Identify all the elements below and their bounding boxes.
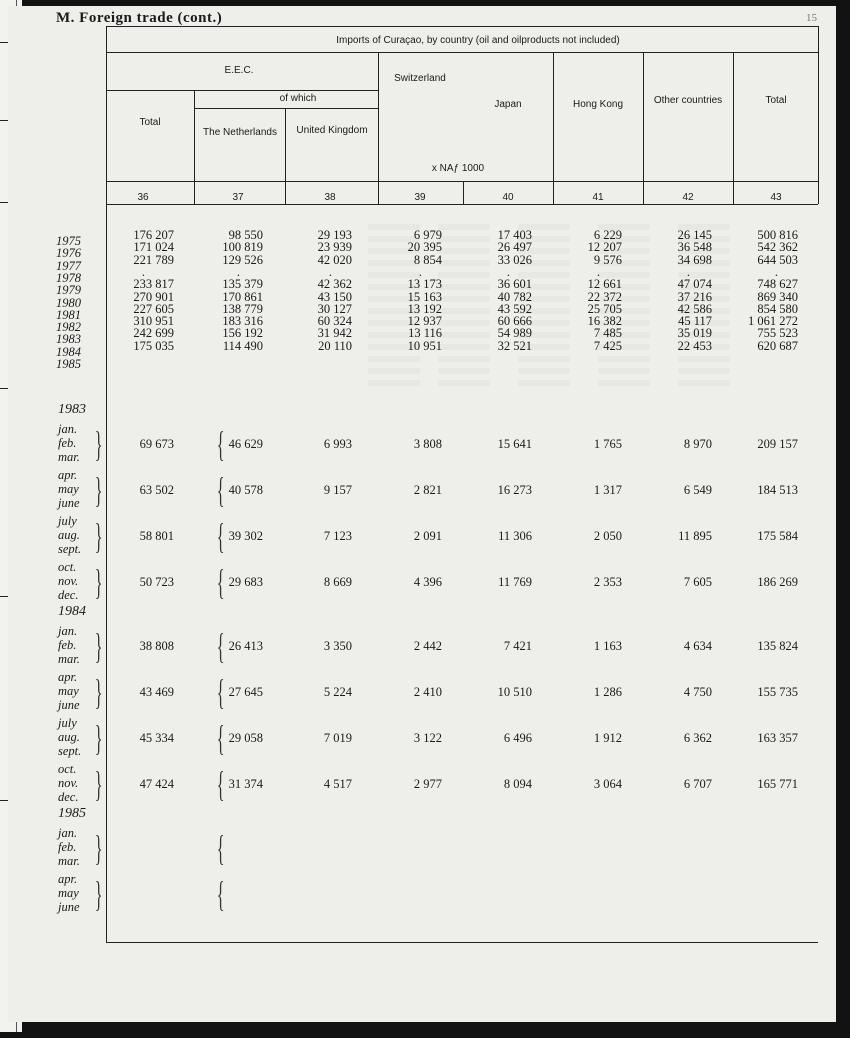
table-cell: 310 951 — [133, 314, 174, 329]
year-label: 1978 — [56, 270, 81, 285]
month-label: may — [58, 482, 79, 496]
month-label: may — [58, 684, 79, 698]
table-cell: 27 645 — [228, 685, 263, 699]
table-cell: 9 157 — [323, 483, 352, 497]
table-cell: 63 502 — [139, 483, 174, 497]
bleed-through-mark — [438, 260, 490, 266]
table-cell: 209 157 — [757, 437, 798, 451]
column-number: 41 — [592, 192, 604, 203]
table-cell: 8 854 — [413, 252, 442, 267]
month-label: feb. — [58, 638, 77, 652]
column-number: 36 — [137, 192, 149, 203]
column-number: 40 — [502, 192, 514, 203]
month-label: dec. — [58, 790, 79, 804]
table-cell: 175 584 — [757, 529, 798, 543]
table-cell: 58 801 — [139, 529, 174, 543]
quarter-brace: { — [216, 516, 225, 556]
table-cell: 227 605 — [133, 301, 174, 316]
table-cell: . — [686, 264, 690, 279]
table-cell: 135 379 — [222, 277, 263, 292]
table-cell: 42 586 — [677, 301, 712, 316]
table-cell: . — [774, 264, 778, 279]
table-cell: 50 723 — [139, 575, 174, 589]
table-cell: 1 061 272 — [748, 314, 798, 329]
table-cell: 1 765 — [593, 437, 622, 451]
month-label: july — [58, 514, 77, 528]
month-label: oct. — [58, 762, 77, 776]
bleed-through-mark — [368, 356, 420, 362]
column-number: 37 — [232, 192, 244, 203]
quarter-brace: } — [94, 672, 103, 712]
table-cell: 4 517 — [323, 777, 352, 791]
table-cell: 6 229 — [593, 228, 622, 242]
col-header-other-countries: Other countries — [653, 95, 723, 106]
table-cell: 12 207 — [587, 240, 622, 255]
month-label: sept. — [58, 744, 82, 758]
table-cell: 3 808 — [413, 437, 442, 451]
table-cell: 13 116 — [408, 326, 442, 341]
table-cell: 2 410 — [413, 685, 442, 699]
table-cell: 270 901 — [133, 289, 174, 304]
table-cell: 3 350 — [323, 639, 352, 653]
table-cell: 22 372 — [587, 289, 622, 304]
table-cell: 3 064 — [593, 777, 622, 791]
table-cell: 6 496 — [503, 731, 532, 745]
bleed-through-mark — [368, 260, 420, 266]
table-cell: 183 316 — [222, 314, 263, 329]
year-label: 1985 — [56, 357, 81, 371]
quarter-brace: } — [94, 764, 103, 804]
table-cell: 8 094 — [503, 777, 532, 791]
month-label: oct. — [58, 560, 77, 574]
table-cell: 12 661 — [587, 277, 622, 292]
table-cell: 4 634 — [683, 639, 712, 653]
month-label: jan. — [58, 624, 78, 638]
table-cell: 10 951 — [407, 338, 442, 353]
year-label: 1976 — [56, 246, 81, 261]
quarter-brace: { — [216, 828, 225, 868]
quarter-brace: } — [94, 424, 103, 464]
column-number: 43 — [770, 192, 782, 203]
bleed-through-mark — [438, 356, 490, 362]
table-cell: 644 503 — [757, 252, 798, 267]
table-cell: 45 117 — [678, 314, 712, 329]
table-cell: 4 750 — [683, 685, 712, 699]
table-cell: 165 771 — [757, 777, 798, 791]
table-cell: 6 979 — [413, 228, 442, 242]
month-label: feb. — [58, 840, 77, 854]
table-cell: 17 403 — [497, 228, 532, 242]
table-cell: 40 578 — [228, 483, 263, 497]
month-label: aug. — [58, 730, 80, 744]
page-title: M. Foreign trade (cont.) — [56, 10, 223, 26]
table-cell: 2 442 — [413, 639, 442, 653]
bleed-through-mark — [438, 368, 490, 374]
table-cell: 8 970 — [683, 437, 712, 451]
bleed-through-mark — [598, 356, 650, 362]
month-label: aug. — [58, 528, 80, 542]
table-cell: 10 510 — [497, 685, 532, 699]
table-cell: 156 192 — [222, 326, 263, 341]
month-label: june — [58, 496, 80, 510]
eec-header: E.E.C. — [224, 65, 254, 76]
table-cell: 869 340 — [757, 289, 798, 304]
month-label: nov. — [58, 574, 79, 588]
table-cell: . — [328, 264, 332, 279]
month-label: mar. — [58, 652, 80, 666]
table-cell: 620 687 — [757, 338, 798, 353]
section-year: 1984 — [58, 604, 86, 619]
table-cell: 38 808 — [139, 639, 174, 653]
month-label: jan. — [58, 422, 78, 436]
table-cell: 20 110 — [318, 338, 352, 353]
table-cell: 135 824 — [757, 639, 798, 653]
bleed-through-mark — [438, 296, 490, 302]
table-cell: 11 769 — [498, 575, 532, 589]
quarter-brace: } — [94, 874, 103, 914]
table-cell: 42 362 — [317, 277, 352, 292]
table-cell: 47 424 — [139, 777, 174, 791]
table-cell: 16 382 — [587, 314, 622, 329]
table-cell: 170 861 — [222, 289, 263, 304]
section-year: 1983 — [58, 402, 86, 417]
table-cell: 2 050 — [593, 529, 622, 543]
table-cell: 7 123 — [323, 529, 352, 543]
bleed-through-mark — [438, 344, 490, 350]
table-cell: 1 286 — [593, 685, 622, 699]
year-label: 1980 — [56, 295, 81, 310]
month-label: june — [58, 900, 80, 914]
table-cell: 11 895 — [678, 529, 712, 543]
table-cell: 7 485 — [593, 326, 622, 341]
table-cell: 46 629 — [228, 437, 263, 451]
table-cell: . — [418, 264, 422, 279]
month-label: mar. — [58, 450, 80, 464]
unit-label: x NAƒ 1000 — [431, 163, 485, 174]
table-cell: 26 497 — [497, 240, 532, 255]
quarter-brace: { — [216, 874, 225, 914]
month-label: dec. — [58, 588, 79, 602]
table-cell: 26 413 — [228, 639, 263, 653]
table-cell: 163 357 — [757, 731, 798, 745]
month-label: apr. — [58, 872, 78, 886]
table-cell: . — [236, 264, 240, 279]
table-cell: 1 163 — [593, 639, 622, 653]
table-cell: 138 779 — [222, 301, 263, 316]
table-cell: 36 548 — [677, 240, 712, 255]
table-cell: 15 163 — [407, 289, 442, 304]
table-cell: 755 523 — [757, 326, 798, 341]
table-cell: 32 521 — [497, 338, 532, 353]
quarter-brace: } — [94, 516, 103, 556]
bleed-through-mark — [518, 380, 570, 386]
table-cell: 3 122 — [413, 731, 442, 745]
table-cell: 6 707 — [683, 777, 712, 791]
month-label: july — [58, 716, 77, 730]
table-cell: 30 127 — [317, 301, 352, 316]
table-cell: 43 592 — [497, 301, 532, 316]
table-cell: 43 469 — [139, 685, 174, 699]
quarter-brace: { — [216, 626, 225, 666]
table-cell: 13 192 — [407, 301, 442, 316]
col-header-total-eec: Total — [139, 117, 161, 128]
table-cell: 25 705 — [587, 301, 622, 316]
month-label: mar. — [58, 854, 80, 868]
column-number: 39 — [414, 192, 426, 203]
table-cell: 98 550 — [228, 228, 263, 242]
table-cell: 242 699 — [133, 326, 174, 341]
bleed-through-mark — [518, 368, 570, 374]
table-cell: 4 396 — [413, 575, 442, 589]
bleed-through-mark — [438, 272, 490, 278]
table-cell: 6 993 — [323, 437, 352, 451]
table-cell: 184 513 — [757, 483, 798, 497]
table-cell: 2 091 — [413, 529, 442, 543]
table-cell: 31 942 — [317, 326, 352, 341]
bleed-through-mark — [438, 332, 490, 338]
table-cell: 23 939 — [317, 240, 352, 255]
table-cell: 15 641 — [497, 437, 532, 451]
bleed-through-mark — [438, 308, 490, 314]
document-page — [8, 6, 836, 1022]
table-cell: 7 605 — [683, 575, 712, 589]
table-cell: 20 395 — [407, 240, 442, 255]
bleed-through-mark — [438, 236, 490, 242]
bleed-through-mark — [438, 320, 490, 326]
month-label: june — [58, 698, 80, 712]
table-cell: 176 207 — [133, 228, 174, 242]
month-label: apr. — [58, 468, 78, 482]
table-cell: 2 977 — [413, 777, 442, 791]
bleed-through-mark — [438, 224, 490, 230]
table-cell: 7 425 — [593, 338, 622, 353]
table-cell: 16 273 — [497, 483, 532, 497]
table-cell: 60 666 — [497, 314, 532, 329]
col-header-switzerland: Switzerland — [394, 73, 446, 84]
table-cell: 29 683 — [228, 575, 263, 589]
table-cell: 186 269 — [757, 575, 798, 589]
table-cell: 100 819 — [222, 240, 263, 255]
quarter-brace: } — [94, 470, 103, 510]
table-cell: 1 317 — [593, 483, 622, 497]
table-cell: 7 019 — [323, 731, 352, 745]
table-cell: 31 374 — [228, 777, 263, 791]
of-which-header: of which — [279, 93, 317, 104]
month-label: nov. — [58, 776, 79, 790]
table-cell: 1 912 — [593, 731, 622, 745]
table-cell: 39 302 — [228, 529, 263, 543]
table-cell: 69 673 — [139, 437, 174, 451]
column-number: 38 — [324, 192, 336, 203]
quarter-brace: { — [216, 562, 225, 602]
month-label: feb. — [58, 436, 77, 450]
quarter-brace: { — [216, 424, 225, 464]
quarter-brace: { — [216, 764, 225, 804]
year-label: 1977 — [56, 258, 81, 273]
col-header-united-kingdom: United Kingdom — [296, 125, 368, 136]
year-label: 1984 — [56, 344, 81, 359]
table-cell: 155 735 — [757, 685, 798, 699]
table-cell: 36 601 — [497, 277, 532, 292]
table-cell: 37 216 — [677, 289, 712, 304]
bleed-through-mark — [368, 368, 420, 374]
table-cell: 40 782 — [497, 289, 532, 304]
table-cell: 854 580 — [757, 301, 798, 316]
quarter-brace: { — [216, 672, 225, 712]
column-number: 42 — [682, 192, 694, 203]
table-title: Imports of Curaçao, by country (oil and oilproducts not included) — [336, 35, 620, 46]
year-label: 1981 — [56, 307, 81, 322]
table-cell: . — [596, 264, 600, 279]
month-label: apr. — [58, 670, 78, 684]
table-cell: 43 150 — [317, 289, 352, 304]
col-header-total: Total — [765, 95, 787, 106]
table-cell: 175 035 — [133, 338, 174, 353]
table-cell: 47 074 — [677, 277, 712, 292]
bleed-through-mark — [518, 356, 570, 362]
year-label: 1979 — [56, 283, 81, 298]
month-label: jan. — [58, 826, 78, 840]
table-cell: 748 627 — [757, 277, 798, 292]
bleed-through-mark — [438, 380, 490, 386]
quarter-brace: } — [94, 828, 103, 868]
bleed-through-mark — [368, 380, 420, 386]
table-cell: 9 576 — [593, 252, 622, 267]
quarter-brace: { — [216, 470, 225, 510]
quarter-brace: } — [94, 626, 103, 666]
quarter-brace: } — [94, 718, 103, 758]
table-cell: 54 989 — [497, 326, 532, 341]
table-cell: 2 353 — [593, 575, 622, 589]
section-year: 1985 — [58, 806, 86, 821]
table-cell: 29 058 — [228, 731, 263, 745]
bleed-through-mark — [678, 380, 730, 386]
table-cell: 233 817 — [133, 277, 174, 292]
quarter-brace: { — [216, 718, 225, 758]
col-header-netherlands: The Netherlands — [203, 127, 277, 138]
table-cell: 6 549 — [683, 483, 712, 497]
month-label: may — [58, 886, 79, 900]
table-cell: 11 306 — [498, 529, 532, 543]
bleed-through-mark — [438, 248, 490, 254]
table-cell: 33 026 — [497, 252, 532, 267]
bleed-through-mark — [598, 380, 650, 386]
table-cell: 500 816 — [757, 228, 798, 242]
table-cell: 8 669 — [323, 575, 352, 589]
table-cell: 2 821 — [413, 483, 442, 497]
bleed-through-mark — [438, 284, 490, 290]
bleed-through-mark — [678, 368, 730, 374]
table-cell: 42 020 — [317, 252, 352, 267]
bleed-through-mark — [368, 224, 420, 230]
year-label: 1982 — [56, 320, 81, 335]
page-number: 15 — [806, 12, 817, 24]
table-cell: . — [141, 264, 145, 279]
table-cell: 129 526 — [222, 252, 263, 267]
table-cell: 60 324 — [317, 314, 352, 329]
table-cell: 5 224 — [323, 685, 352, 699]
col-header-japan: Japan — [494, 99, 522, 110]
table-cell: 171 024 — [133, 240, 174, 255]
quarter-brace: } — [94, 562, 103, 602]
col-header-hong-kong: Hong Kong — [572, 99, 624, 110]
table-cell: 26 145 — [677, 228, 712, 242]
table-cell: . — [506, 264, 510, 279]
table-cell: 7 421 — [503, 639, 532, 653]
table-cell: 35 019 — [677, 326, 712, 341]
bleed-through-mark — [598, 368, 650, 374]
table-cell: 114 490 — [222, 338, 263, 353]
table-cell: 13 173 — [407, 277, 442, 292]
table-cell: 12 937 — [407, 314, 442, 329]
bleed-through-mark — [678, 356, 730, 362]
year-label: 1983 — [56, 332, 81, 347]
month-label: sept. — [58, 542, 82, 556]
table-cell: 221 789 — [133, 252, 174, 267]
table-cell: 45 334 — [139, 731, 174, 745]
table-cell: 34 698 — [677, 252, 712, 267]
table-cell: 22 453 — [677, 338, 712, 353]
year-label: 1975 — [56, 234, 81, 248]
table-cell: 29 193 — [317, 228, 352, 242]
table-cell: 6 362 — [683, 731, 712, 745]
table-cell: 542 362 — [757, 240, 798, 255]
